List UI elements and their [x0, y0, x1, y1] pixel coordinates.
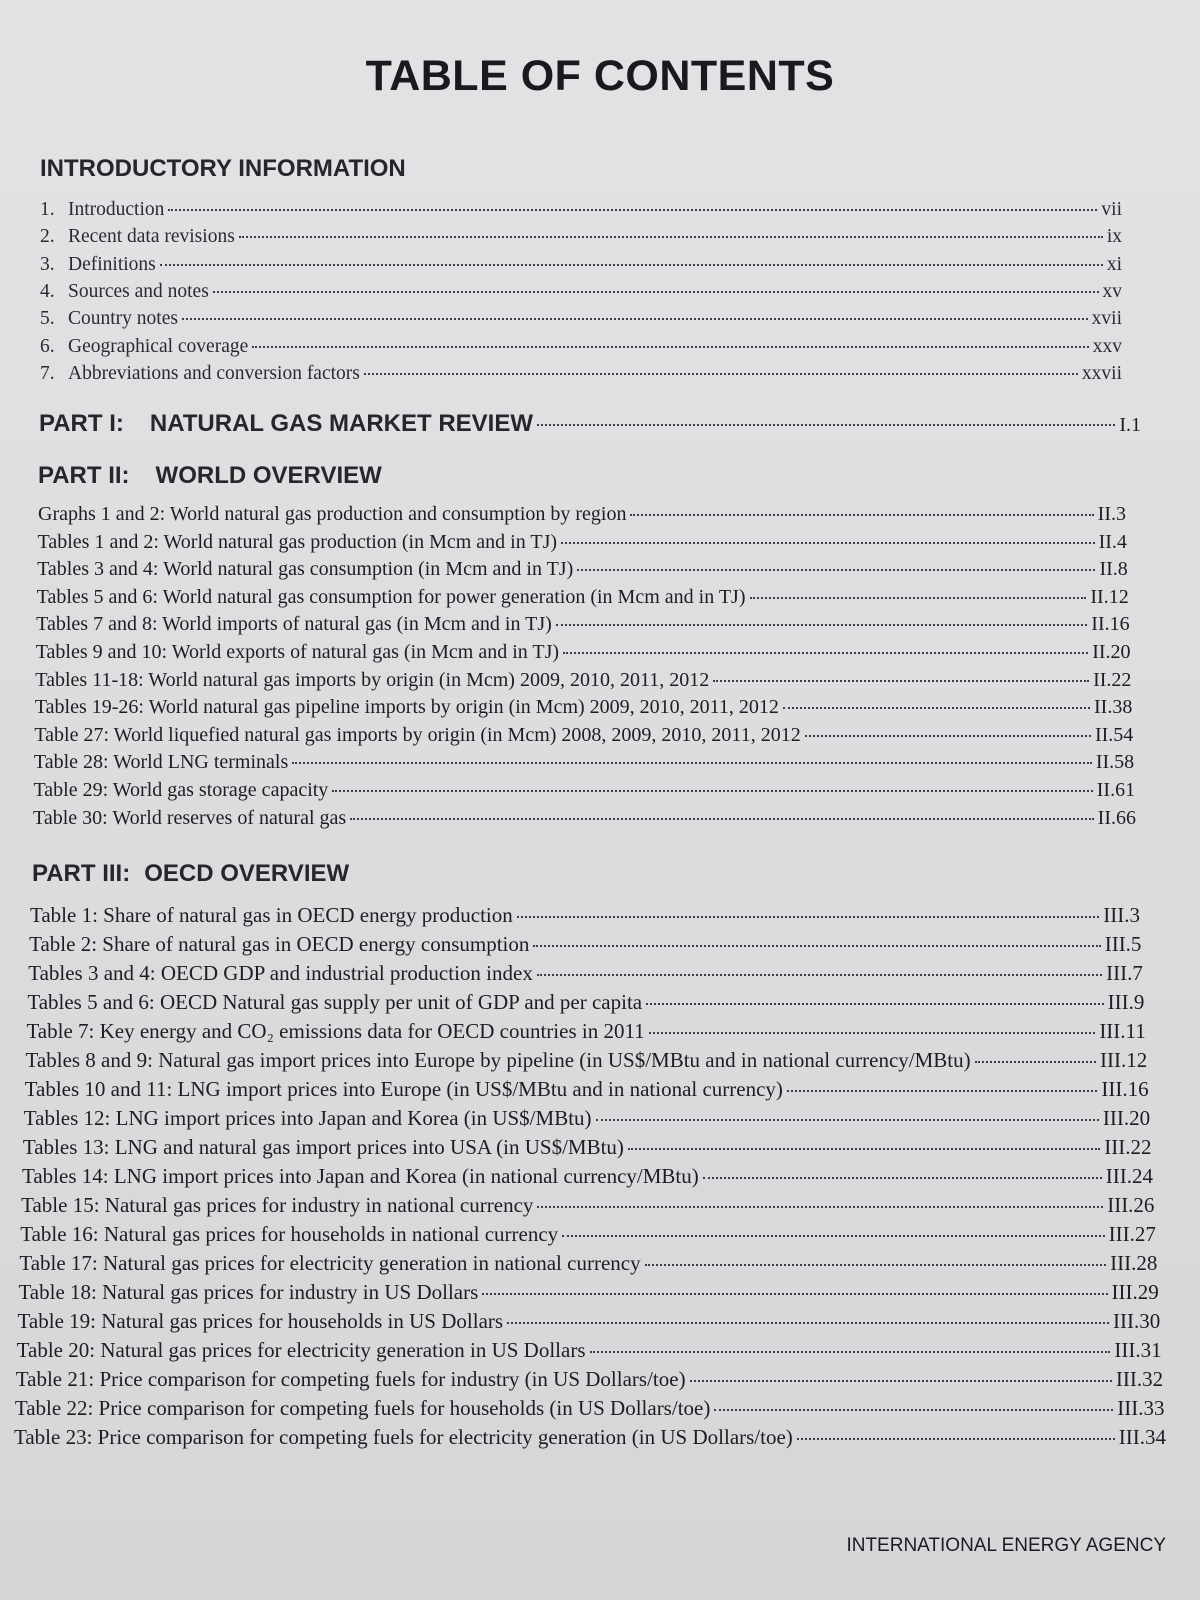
entry-page-number: III.32	[1115, 1367, 1164, 1391]
entry-page-number: III.28	[1110, 1251, 1158, 1275]
toc-entry	[40, 199, 1122, 221]
entry-label: Table 28: World LNG terminals	[33, 751, 289, 774]
toc-entry	[33, 779, 1135, 802]
toc-entry	[24, 1106, 1150, 1131]
leader-dots	[561, 542, 1095, 544]
entry-page-number: II.66	[1097, 806, 1136, 829]
toc-entry	[40, 226, 1122, 248]
entry-page-number: xi	[1106, 253, 1122, 275]
toc-entry	[14, 1425, 1166, 1450]
entry-label: Tables 10 and 11: LNG import prices into Europe (in US$/MBtu and in national currency)	[24, 1077, 783, 1101]
entry-label: Table 27: World liquefied natural gas imports by origin (in Mcm) 2008, 2009, 2010, 2011, 2012	[34, 723, 801, 746]
entry-page-number: II.3	[1097, 503, 1126, 525]
leader-dots	[577, 569, 1095, 571]
leader-dots	[213, 291, 1099, 293]
page-title: TABLE OF CONTENTS	[365, 52, 835, 100]
entry-label: Tables 3 and 4: World natural gas consumption (in Mcm and in TJ)	[37, 558, 574, 581]
toc-entry	[26, 1048, 1148, 1073]
part2-name: WORLD OVERVIEW	[155, 462, 382, 489]
entry-page-number: III.9	[1107, 990, 1145, 1014]
toc-entry	[40, 308, 1122, 330]
toc-entry	[19, 1251, 1157, 1276]
part1-page: I.1	[1119, 414, 1141, 436]
leader-dots	[703, 1177, 1102, 1179]
entry-label: Graphs 1 and 2: World natural gas production and consumption by region	[38, 503, 627, 525]
leader-dots	[628, 1148, 1100, 1150]
part3-label: PART III:	[32, 860, 131, 887]
leader-dots	[556, 624, 1088, 626]
leader-dots	[787, 1090, 1098, 1092]
entry-label: Tables 5 and 6: OECD Natural gas supply per unit of GDP and per capita	[27, 990, 643, 1014]
entry-page-number: III.26	[1107, 1193, 1155, 1217]
entry-label: Table 19: Natural gas prices for households in US Dollars	[17, 1309, 504, 1333]
leader-dots	[332, 790, 1092, 792]
entry-page-number: II.22	[1093, 668, 1132, 691]
entry-page-number: III.27	[1108, 1222, 1156, 1246]
entry-label: Table 18: Natural gas prices for industry in US Dollars	[18, 1280, 479, 1304]
entry-page-number: II.38	[1094, 696, 1133, 719]
leader-dots	[517, 916, 1100, 918]
entry-label: Country notes	[68, 308, 178, 330]
toc-entry	[18, 1280, 1158, 1305]
entry-page-number: III.5	[1104, 932, 1142, 956]
toc-entry	[33, 807, 1136, 830]
entry-page-number: III.12	[1099, 1048, 1148, 1072]
leader-dots	[590, 1351, 1111, 1353]
toc-entry	[40, 254, 1122, 276]
leader-dots	[350, 818, 1093, 820]
entry-label: Table 21: Price comparison for competing fuels for industry (in US Dollars/toe)	[15, 1367, 686, 1391]
toc-entry	[20, 1222, 1156, 1247]
toc-entry	[40, 336, 1122, 358]
toc-entry	[40, 281, 1122, 303]
entry-label: Tables 1 and 2: World natural gas production (in Mcm and in TJ)	[37, 530, 558, 553]
entry-page-number: III.31	[1114, 1338, 1162, 1362]
toc-entry	[26, 1019, 1145, 1044]
entry-label: Introduction	[68, 199, 165, 220]
toc-entry	[15, 1396, 1165, 1421]
entry-number: 5.	[40, 308, 55, 330]
leader-dots	[252, 346, 1088, 348]
entry-number: 1.	[40, 199, 55, 220]
entry-label: Table 17: Natural gas prices for electricity generation in national currency	[19, 1251, 641, 1275]
toc-entry	[36, 641, 1131, 664]
leader-dots	[645, 1264, 1107, 1266]
entry-label: Table 20: Natural gas prices for electricity generation in US Dollars	[16, 1338, 586, 1362]
leader-dots	[690, 1380, 1112, 1382]
entry-page-number: II.16	[1091, 613, 1130, 636]
entry-label: Table 29: World gas storage capacity	[33, 779, 329, 801]
leader-dots	[563, 652, 1088, 654]
entry-page-number: III.16	[1101, 1077, 1149, 1101]
entry-page-number: xxvii	[1081, 362, 1122, 384]
toc-entry	[35, 669, 1131, 692]
toc-entry	[34, 724, 1133, 747]
entry-label: Tables 14: LNG import prices into Japan and Korea (in national currency/MBtu)	[22, 1164, 699, 1188]
leader-dots	[975, 1061, 1096, 1063]
part2-label: PART II:	[38, 462, 130, 489]
leader-dots	[364, 373, 1078, 375]
toc-entry	[34, 751, 1134, 774]
leader-dots	[533, 945, 1100, 947]
entry-label: Tables 9 and 10: World exports of natural gas (in Mcm and in TJ)	[35, 641, 560, 663]
leader-dots	[292, 762, 1092, 764]
entry-page-number: xvii	[1091, 308, 1122, 330]
part3-heading	[32, 860, 349, 888]
publisher-footer: INTERNATIONAL ENERGY AGENCY	[846, 1535, 1166, 1556]
toc-entry	[17, 1338, 1162, 1363]
toc-entry	[28, 961, 1143, 986]
toc-entry	[36, 613, 1129, 636]
toc-entry	[37, 558, 1128, 581]
entry-page-number: vii	[1101, 199, 1122, 220]
leader-dots	[713, 680, 1089, 682]
entry-label: Table 15: Natural gas prices for industry in national currency	[21, 1193, 534, 1217]
entry-label: Tables 7 and 8: World imports of natural gas (in Mcm and in TJ)	[36, 613, 552, 636]
toc-entry	[21, 1193, 1154, 1218]
entry-number: 3.	[40, 253, 55, 275]
toc-entry	[29, 932, 1141, 957]
leader-dots	[160, 264, 1103, 266]
entry-label: Sources and notes	[68, 280, 209, 302]
toc-entry	[16, 1367, 1163, 1392]
entry-page-number: III.29	[1111, 1280, 1159, 1304]
toc-entry	[40, 363, 1122, 385]
leader-dots	[507, 1322, 1109, 1324]
toc-entry	[27, 990, 1144, 1015]
leader-dots	[649, 1032, 1096, 1034]
leader-dots	[239, 236, 1103, 238]
leader-dots	[805, 735, 1091, 737]
toc-entry	[38, 503, 1126, 526]
leader-dots	[646, 1003, 1103, 1005]
entry-page-number: xv	[1102, 280, 1122, 302]
entry-label: Abbreviations and conversion factors	[68, 362, 360, 384]
entry-page-number: III.7	[1106, 961, 1143, 985]
entry-number: 7.	[40, 362, 55, 384]
entry-page-number: II.4	[1098, 530, 1127, 553]
entry-label: Definitions	[68, 253, 156, 275]
part1-row	[39, 410, 1141, 438]
entry-number: 2.	[40, 226, 55, 248]
entry-number: 4.	[40, 280, 55, 302]
entry-label: Tables 19-26: World natural gas pipeline imports by origin (in Mcm) 2009, 2010, 2011, 2012	[34, 696, 779, 719]
entry-page-number: II.20	[1092, 641, 1131, 663]
entry-page-number: III.20	[1102, 1106, 1151, 1130]
entry-number: 6.	[40, 335, 55, 357]
entry-page-number: III.3	[1103, 903, 1140, 927]
part3-name: OECD OVERVIEW	[144, 860, 350, 887]
entry-label: Tables 5 and 6: World natural gas consumption for power generation (in Mcm and in TJ)	[36, 585, 746, 608]
entry-page-number: II.61	[1096, 779, 1136, 801]
leader-dots	[537, 424, 1115, 426]
leader-dots	[482, 1293, 1107, 1295]
entry-page-number: III.22	[1104, 1135, 1152, 1159]
toc-entry	[23, 1135, 1152, 1160]
leader-dots	[537, 1206, 1103, 1208]
entry-label: Tables 11-18: World natural gas imports by origin (in Mcm) 2009, 2010, 2011, 2012	[35, 668, 710, 691]
toc-entry	[18, 1309, 1161, 1334]
entry-page-number: III.11	[1099, 1019, 1146, 1043]
leader-dots	[714, 1409, 1113, 1411]
entry-label: Table 2: Share of natural gas in OECD energy consumption	[29, 932, 530, 956]
leader-dots	[750, 597, 1087, 599]
entry-label: Table 16: Natural gas prices for households in national currency	[20, 1222, 559, 1246]
leader-dots	[537, 974, 1102, 976]
entry-page-number: II.12	[1090, 585, 1129, 608]
entry-label: Table 1: Share of natural gas in OECD energy production	[30, 903, 513, 927]
toc-entry	[35, 696, 1133, 719]
leader-dots	[630, 514, 1093, 516]
toc-entry	[25, 1077, 1149, 1102]
leader-dots	[783, 707, 1090, 709]
toc-entry	[38, 531, 1127, 554]
entry-page-number: ix	[1106, 226, 1122, 248]
entry-label: Recent data revisions	[68, 226, 235, 248]
entry-page-number: II.8	[1099, 558, 1128, 581]
part1-name: NATURAL GAS MARKET REVIEW	[149, 410, 533, 437]
entry-label: Tables 3 and 4: OECD GDP and industrial production index	[28, 961, 533, 985]
entry-label: Table 30: World reserves of natural gas	[33, 806, 347, 829]
entry-page-number: xxv	[1092, 335, 1122, 357]
entry-page-number: III.30	[1112, 1309, 1161, 1333]
leader-dots	[182, 318, 1088, 320]
entry-label: Table 22: Price comparison for competing fuels for households (in US Dollars/toe)	[14, 1396, 711, 1420]
leader-dots	[797, 1438, 1115, 1440]
leader-dots	[562, 1235, 1104, 1237]
toc-entry	[37, 586, 1129, 609]
intro-heading: INTRODUCTORY INFORMATION	[40, 155, 406, 182]
entry-label: Tables 13: LNG and natural gas import prices into USA (in US$/MBtu)	[22, 1135, 624, 1159]
entry-page-number: III.33	[1117, 1396, 1165, 1420]
entry-page-number: II.58	[1095, 751, 1135, 774]
entry-label: Tables 12: LNG import prices into Japan and Korea (in US$/MBtu)	[23, 1106, 592, 1130]
leader-dots	[596, 1119, 1099, 1121]
entry-page-number: III.34	[1118, 1425, 1166, 1449]
entry-page-number: III.24	[1105, 1164, 1153, 1188]
part1-label: PART I:	[39, 410, 124, 437]
entry-label: Table 23: Price comparison for competing fuels for electricity generation (in US Dollars/toe)	[14, 1425, 793, 1449]
entry-label: Tables 8 and 9: Natural gas import prices into Europe by pipeline (in US$/MBtu and in national currency/MBtu)	[25, 1048, 971, 1072]
entry-label: Table 7: Key energy and CO₂ emissions data for OECD countries in 2011	[26, 1019, 645, 1043]
entry-label: Geographical coverage	[68, 335, 249, 357]
part2-heading	[38, 462, 382, 490]
toc-entry	[22, 1164, 1153, 1189]
leader-dots	[168, 209, 1097, 211]
toc-entry	[30, 903, 1140, 928]
entry-page-number: II.54	[1094, 723, 1134, 746]
